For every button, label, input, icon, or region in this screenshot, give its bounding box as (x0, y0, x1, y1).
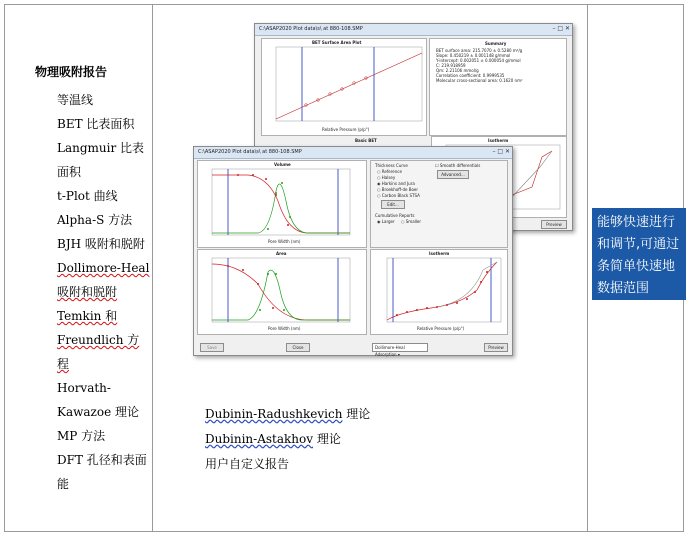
window-controls[interactable]: – □ ✕ (552, 25, 570, 32)
list-item: BET 比表面积 (57, 117, 135, 131)
volume-plot-panel (197, 160, 367, 248)
list-item: t-Plot 曲线 (57, 189, 118, 203)
radio-smaller[interactable]: ○ Smaller (401, 219, 421, 224)
save-button[interactable]: Save (200, 343, 224, 352)
preview-button[interactable]: Preview (541, 220, 567, 229)
options-panel (370, 160, 508, 248)
options-title: Thickness Curve (375, 163, 408, 168)
radio-larger[interactable]: ◉ Larger (377, 219, 395, 224)
list-item: Dollimore-Heal 吸附和脱附 (57, 261, 150, 299)
list-item: MP 方法 (57, 429, 106, 443)
smooth-checkbox[interactable]: ☐ Smooth differentials (435, 163, 481, 168)
list-item: Horvath-Kawazoe 理论 (57, 381, 140, 419)
summary-line: Qm: 2.21106 mmol/g (436, 68, 479, 73)
preview-button[interactable]: Preview (484, 343, 508, 352)
x-axis-label: Relative Pressure (p/p°) (417, 326, 465, 331)
list-item: 用户自定义报告 (205, 457, 290, 471)
option-item[interactable]: ○ Halsey (377, 175, 396, 180)
summary-panel (429, 38, 567, 136)
area-plot-panel (197, 249, 367, 335)
plot-title: BET Surface Area Plot (312, 40, 362, 45)
summary-line: Molecular cross-sectional area: 0.1620 nm² (436, 78, 523, 83)
cumulative-label: Cumulative Reports (375, 213, 415, 218)
plot-title: Isotherm (429, 251, 450, 256)
summary-line: Y-intercept: 0.002051 ± 0.000054 g/mmol (436, 58, 521, 63)
summary-line: C: 219.918959 (436, 63, 466, 68)
report-list (5, 60, 150, 496)
plot-title: Volume (274, 162, 291, 167)
feature-line: 条简单快速地 (597, 259, 676, 274)
isotherm-plot (371, 250, 507, 334)
summary-line: Slope: 0.450219 ± 0.001148 g/mmol (436, 53, 511, 58)
bet-plot (262, 39, 426, 135)
pore-distribution-window (193, 146, 513, 356)
area-plot (198, 250, 366, 334)
table-divider (152, 5, 153, 531)
report-list-title: 物理吸附报告 (35, 65, 108, 79)
list-item: 等温线 (57, 93, 94, 107)
list-item: Dubinin-Astakhov 理论 (205, 432, 341, 446)
summary-line: BET surface area: 215.7070 ± 0.5280 m²/g (436, 48, 523, 53)
volume-plot (198, 161, 366, 247)
method-list (205, 402, 370, 477)
feature-highlight-box (592, 208, 686, 300)
x-axis-label: Pore Width (nm) (268, 326, 301, 331)
list-item: BJH 吸附和脱附 (57, 237, 145, 251)
list-item: Dubinin-Radushkevich 理论 (205, 407, 371, 421)
list-item: Temkin 和 Freundlich 方程 (57, 309, 140, 371)
summary-line: Correlation coefficient: 0.9999535 (436, 73, 505, 78)
advanced-button[interactable]: Advanced... (437, 170, 469, 179)
window-controls[interactable]: – □ ✕ (492, 148, 510, 155)
x-axis-label: Relative Pressure (p/p°) (322, 127, 370, 132)
option-item[interactable]: ○ Carbon Black STSA (377, 193, 420, 198)
method-select[interactable]: Dollimore-Heal Adsorption ▾ (372, 343, 428, 352)
list-item: Langmuir 比表面积 (57, 141, 145, 179)
feature-line: 能够快速进行 (597, 215, 676, 230)
summary-title: Summary (485, 41, 507, 46)
feature-line: 数据范围 (597, 281, 650, 296)
edit-button[interactable]: Edit... (381, 200, 405, 209)
feature-line: 和调节,可通过 (597, 237, 680, 252)
plot-title: Isotherm (488, 138, 509, 143)
option-item[interactable]: ◉ Harkins and Jura (377, 181, 415, 186)
window-title: C:\ASAP2020 Plot data\s\ at 880-108.SMP (194, 147, 512, 159)
plot-title: Basic BET (355, 138, 377, 143)
table-divider (587, 5, 588, 531)
option-item[interactable]: ○ Broekhoff-de Boer (377, 187, 419, 192)
plot-title: Area (276, 251, 287, 256)
list-item: Alpha-S 方法 (57, 213, 133, 227)
x-axis-label: Pore Width (nm) (268, 239, 301, 244)
isotherm-plot-panel (370, 249, 508, 335)
bet-plot-panel (261, 38, 427, 136)
window-title: C:\ASAP2020 Plot data\s\ at 880-108.SMP (255, 24, 572, 36)
option-item[interactable]: ○ Reference (377, 169, 402, 174)
close-button[interactable]: Close (286, 343, 310, 352)
list-item: DFT 孔径和表面能 (57, 453, 147, 491)
